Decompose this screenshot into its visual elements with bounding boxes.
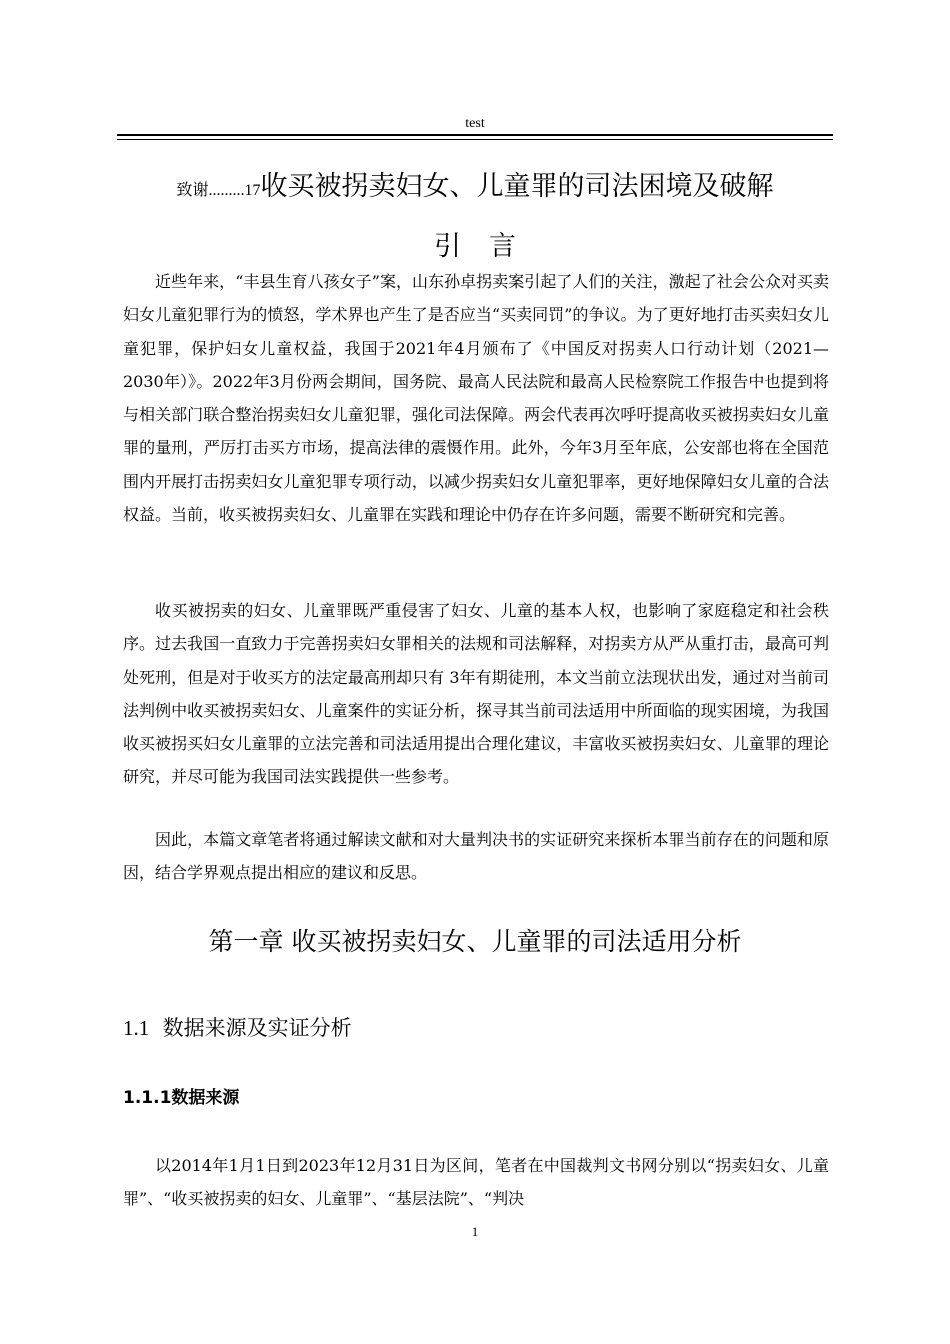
intro-paragraph-3: 因此，本篇文章笔者将通过解读文献和对大量判决书的实证研究来探析本罪当前存在的问题和原因，结合学界观点提出相应的建议和反思。 bbox=[123, 830, 829, 883]
header-rule-thin bbox=[117, 139, 833, 140]
intro-paragraph-1: 近些年来，“丰县生育八孩女子”案，山东孙卓拐卖案引起了人们的关注，激起了社会公众对买卖妇女儿童犯罪行为的愤怒，学术界也产生了是否应当“买卖同罚”的争议。为了更好地打击买卖妇女儿童犯罪，保护妇女儿童权益，我国于2021年4月颁布了《中国反对拐卖人口行动计划（2021—2030年）》。2022年3月份两会期间，国务院、最高人民法院和最高人民检察院工作报告中也提到将与相关部门联合整治拐卖妇女儿童犯罪，强化司法保障。两会代表再次呼吁提高收买被拐卖妇女儿童罪的量刑，严厉打击买方市场，提高法律的震慑作用。此外，今年3月至年底，公安部也将在全国范围内开展打击拐卖妇女儿童犯罪专项行动，以减少拐卖妇女儿童犯罪率，更好地保障妇女儿童的合法权益。当前，收买被拐卖妇女、儿童罪在实践和理论中仍存在许多问题，需要不断研究和完善。 bbox=[123, 272, 829, 525]
chapter-heading: 第一章 收买被拐卖妇女、儿童罪的司法适用分析 bbox=[208, 927, 742, 956]
page-header: test bbox=[465, 116, 485, 131]
section-heading bbox=[123, 1012, 352, 1042]
intro-paragraph-2: 收买被拐卖的妇女、儿童罪既严重侵害了妇女、儿童的基本人权，也影响了家庭稳定和社会秩序。过去我国一直致力于完善拐卖妇女罪相关的法规和司法解释，对拐卖方从严从重打击，最高可判处死刑，但是对于收买方的法定最高刑却只有 3年有期徒刑，本文当前立法现状出发，通过对当前司法判例中收买被拐卖妇女、儿童案件的实证分析，探寻其当前司法适用中所面临的现实困境，为我国收买被拐买妇女儿童罪的立法完善和司法适用提出合理化建议，丰富收买被拐卖妇女、儿童罪的理论研究，并尽可能为我国司法实践提供一些参考。 bbox=[123, 601, 829, 787]
header-rule-thick bbox=[117, 134, 833, 136]
data-source-paragraph: 以2014年1月1日到2023年12月31日为区间，笔者在中国裁判文书网分别以“拐卖妇女、儿童罪”、“收买被拐卖的妇女、儿童罪”、“基层法院”、“判决 bbox=[123, 1156, 829, 1209]
section-title: 数据来源及实证分析 bbox=[162, 1016, 352, 1040]
title-text: 收买被拐卖妇女、儿童罪的司法困境及破解 bbox=[260, 171, 774, 202]
section-number: 1.1 bbox=[123, 1016, 150, 1040]
document-title bbox=[0, 164, 950, 203]
intro-heading: 引言 bbox=[434, 231, 544, 262]
toc-fragment: 致谢.........17 bbox=[176, 182, 261, 199]
subsection-number: 1.1.1 bbox=[123, 1088, 172, 1108]
subsection-title: 数据来源 bbox=[171, 1088, 240, 1108]
subsection-heading bbox=[123, 1083, 239, 1108]
page-number: 1 bbox=[471, 1224, 479, 1239]
